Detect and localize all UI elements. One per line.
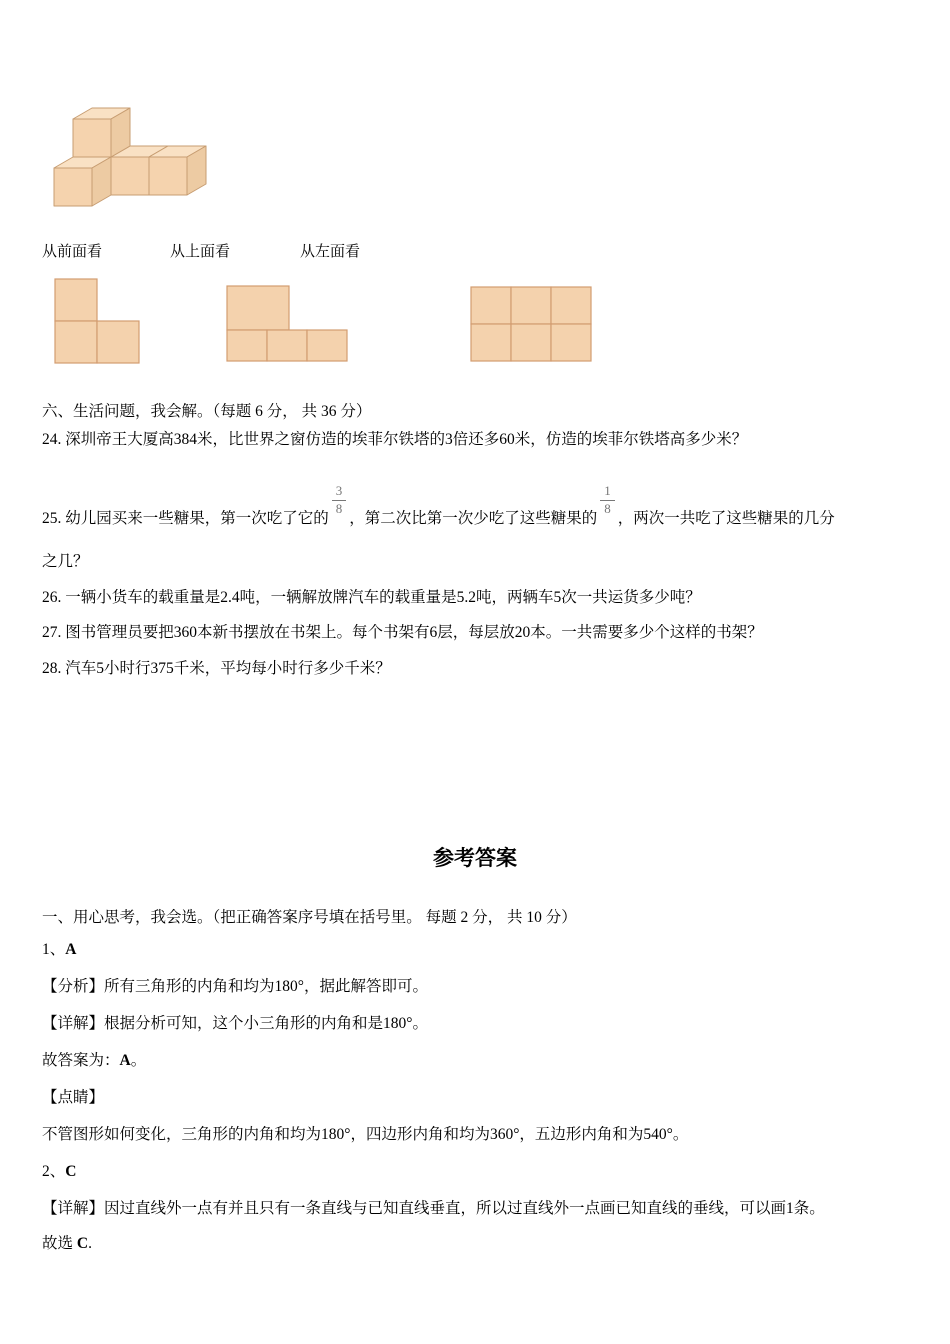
conclusion-1-text: 故答案为： (42, 1052, 120, 1069)
analysis-1: 【分析】所有三角形的内角和均为180°，据此解答即可。 (42, 978, 428, 995)
front-view-figure (54, 278, 142, 366)
fraction-denominator: 8 (604, 500, 611, 516)
answer-1 (42, 940, 76, 961)
question-25-text-1: 25. 幼儿园买来一些糖果，第一次吃了它的 (42, 509, 329, 527)
conclusion-2-period: . (88, 1235, 92, 1252)
fraction-numerator: 3 (332, 484, 347, 501)
section-one-heading: 一、用心思考，我会选。（把正确答案序号填在括号里。 每题 2 分， 共 10 分） (42, 909, 577, 926)
answers-title: 参考答案 (433, 846, 517, 870)
view-label-left: 从左面看 (300, 244, 361, 260)
answer-1-number: 1、 (42, 941, 66, 958)
question-25-text-3: ，两次一共吃了这些糖果的几分 (617, 509, 835, 527)
explanation-1: 【详解】根据分析可知，这个小三角形的内角和是180°。 (42, 1015, 428, 1032)
fraction-one-eighth (600, 484, 615, 517)
conclusion-1-period: 。 (130, 1052, 147, 1069)
tip-heading: 【点睛】 (42, 1089, 105, 1106)
question-25-line2: 之几？ (42, 553, 89, 570)
top-view-figure (226, 285, 350, 363)
section-six-heading: 六、生活问题，我会解。（每题 6 分， 共 36 分） (42, 403, 372, 420)
fraction-denominator: 8 (335, 500, 343, 516)
left-view-figure (470, 286, 592, 363)
question-24: 24. 深圳帝王大厦高384米，比世界之窗仿造的埃菲尔铁塔的3倍还多60米，仿造的埃菲尔铁塔高多少米？ (42, 431, 748, 448)
fraction-numerator: 1 (600, 484, 615, 501)
view-label-front: 从前面看 (42, 244, 103, 260)
tip-text: 不管图形如何变化，三角形的内角和均为180°，四边形内角和均为360°，五边形内角和为540°。 (42, 1126, 689, 1143)
answer-2-choice: C (65, 1163, 77, 1180)
fraction-three-eighths (332, 484, 347, 517)
answer-2-number: 2、 (42, 1163, 66, 1180)
question-26: 26. 一辆小货车的载重量是2.4吨，一辆解放牌汽车的载重量是5.2吨，两辆车5次一共运货多少吨？ (42, 589, 701, 606)
conclusion-2-text: 故选 (42, 1235, 77, 1252)
view-label-top: 从上面看 (170, 244, 231, 260)
conclusion-2-choice: C (76, 1235, 89, 1252)
question-27: 27. 图书管理员要把360本新书摆放在书架上。每个书架有6层，每层放20本。一共需要多少个这样的书架？ (42, 624, 763, 641)
cube-stack-3d-figure (52, 88, 212, 213)
explanation-2: 【详解】因过直线外一点有并且只有一条直线与已知直线垂直，所以过直线外一点画已知直线的垂线，可以画1条。 (42, 1200, 825, 1217)
conclusion-2 (42, 1234, 92, 1255)
answer-1-choice: A (65, 941, 77, 958)
conclusion-1-choice: A (119, 1052, 131, 1069)
question-25-text-2: ，第二次比第一次少吃了这些糖果的 (349, 509, 598, 527)
conclusion-1 (42, 1051, 146, 1072)
question-25-line1 (42, 484, 835, 530)
answer-2 (42, 1162, 76, 1183)
question-28: 28. 汽车5小时行375千米，平均每小时行多少千米？ (42, 660, 391, 677)
